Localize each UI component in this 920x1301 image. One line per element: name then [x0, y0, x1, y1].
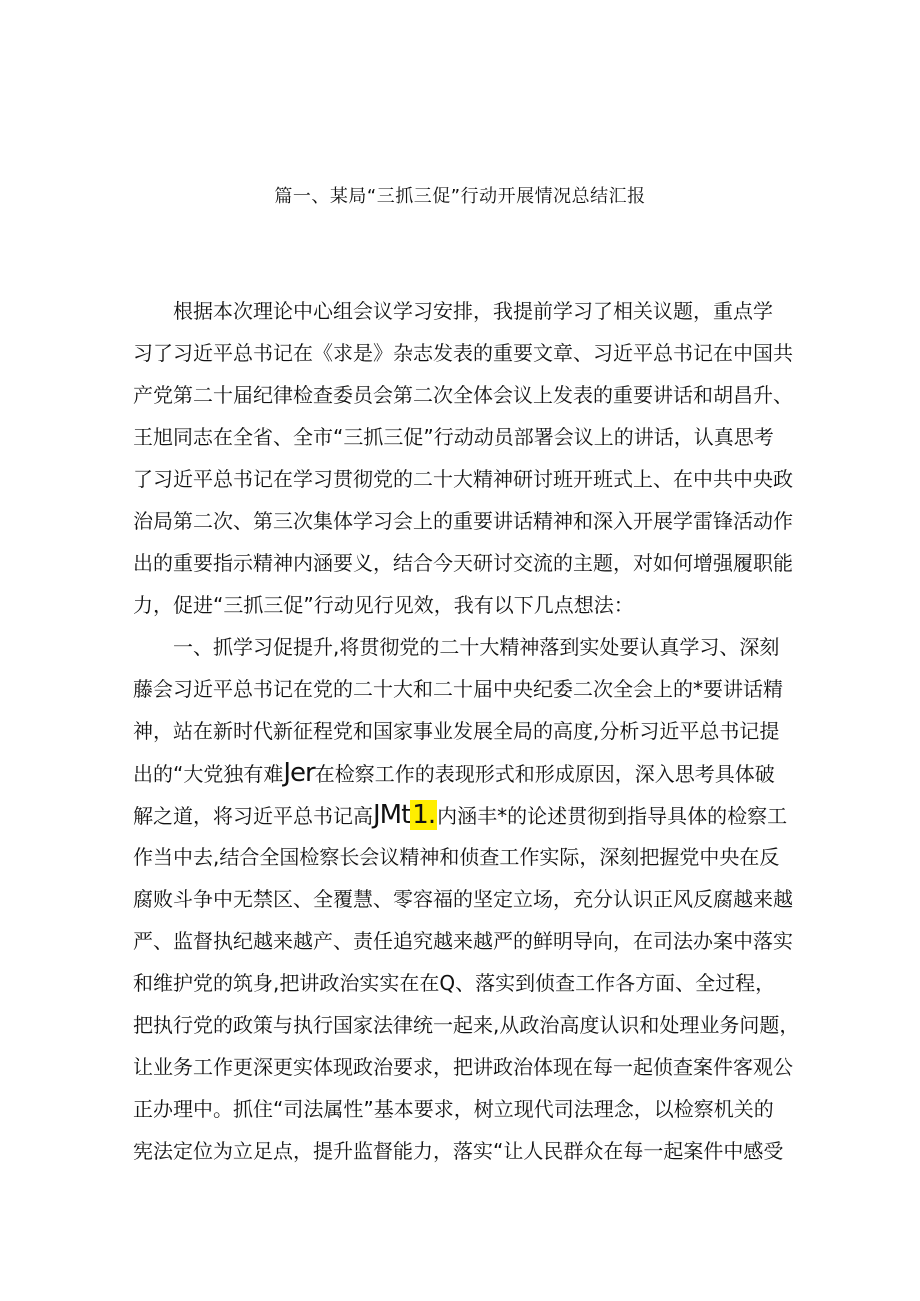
ocr-artifact-text: JMt [373, 800, 411, 830]
line-segment: 出的“大党独有难 [133, 762, 284, 786]
paragraph-line: 严、监督执纪越来越产、责任追究越来越严的鲜明导向，在司法办案中落实 [133, 929, 793, 953]
paragraph-line: 神，站在新时代新征程党和国家事业发展全局的高度,分析习近平总书记提 [133, 719, 780, 743]
paragraph-line: 腐败斗争中无禁区、全覆慧、零容福的坚定立场，充分认识正风反腐越来越 [133, 887, 793, 911]
ocr-artifact-text: Jer [283, 758, 315, 788]
paragraph-line: 出的重要指示精神内涵要义，结合今天研讨交流的主题，对如何增强履职能 [133, 551, 793, 575]
paragraph-line: 正办理中。抓住“司法属性”基本要求，树立现代司法理念，以检察机关的 [133, 1097, 774, 1121]
paragraph-line: 和维护党的筑身,把讲政治实实在在Q、落实到侦查工作各方面、全过程， [133, 971, 776, 995]
line-segment: 在检察工作的表现形式和形成原因，深入思考具体破 [314, 762, 775, 786]
paragraph-line: 了习近平总书记在学习贯彻党的二十大精神研讨班开班式上、在中共中央政 [133, 467, 793, 491]
paragraph-line-mixed [133, 794, 793, 836]
paragraph-line: 藤会习近平总书记在党的二十大和二十届中央纪委二次全会上的*要讲话精 [133, 677, 783, 701]
document-body [133, 290, 800, 1172]
line-segment: 内涵丰*的论述贯彻到指导具体的检察工 [437, 804, 788, 828]
paragraph-line: 治局第二次、第三次集体学习会上的重要讲话精神和深入开展学雷锋活动作 [133, 509, 793, 533]
line-segment: 解之道，将习近平总书记高 [133, 804, 373, 828]
paragraph-line-mixed [133, 752, 793, 794]
paragraph-line: 王旭同志在全省、全市“三抓三促”行动动员部署会议上的讲话，认真思考 [133, 425, 774, 449]
paragraph-line: 力，促进“三抓三促”行动见行见效，我有以下几点想法： [133, 593, 634, 617]
paragraph-line: 根据本次理论中心组会议学习安排，我提前学习了相关议题，重点学 [173, 299, 773, 323]
paragraph-line: 让业务工作更深更实体现政治要求，把讲政治体现在每一起侦查案件客观公 [133, 1055, 793, 1079]
highlighted-text: 1. [412, 800, 436, 830]
paragraph-line: 一、抓学习促提升,将贯彻党的二十大精神落到实处要认真学习、深刻 [173, 635, 780, 659]
paragraph-line: 产党第二十届纪律检查委员会第二次全体会议上发表的重要讲话和胡昌升、 [133, 383, 793, 407]
paragraph-line: 宪法定位为立足点，提升监督能力，落实“让人民群众在每一起案件中感受 [133, 1139, 784, 1163]
paragraph-line: 把执行党的政策与执行国家法律统一起来,从政治高度认识和处理业务问题， [133, 1013, 800, 1037]
paragraph-line: 习了习近平总书记在《求是》杂志发表的重要文章、习近平总书记在中国共 [133, 341, 793, 365]
document-title: 篇一、某局“三抓三促”行动开展情况总结汇报 [274, 186, 646, 207]
paragraph-line: 作当中去,结合全国检察长会议精神和侦查工作实际，深刻把握党中央在反 [133, 845, 780, 869]
